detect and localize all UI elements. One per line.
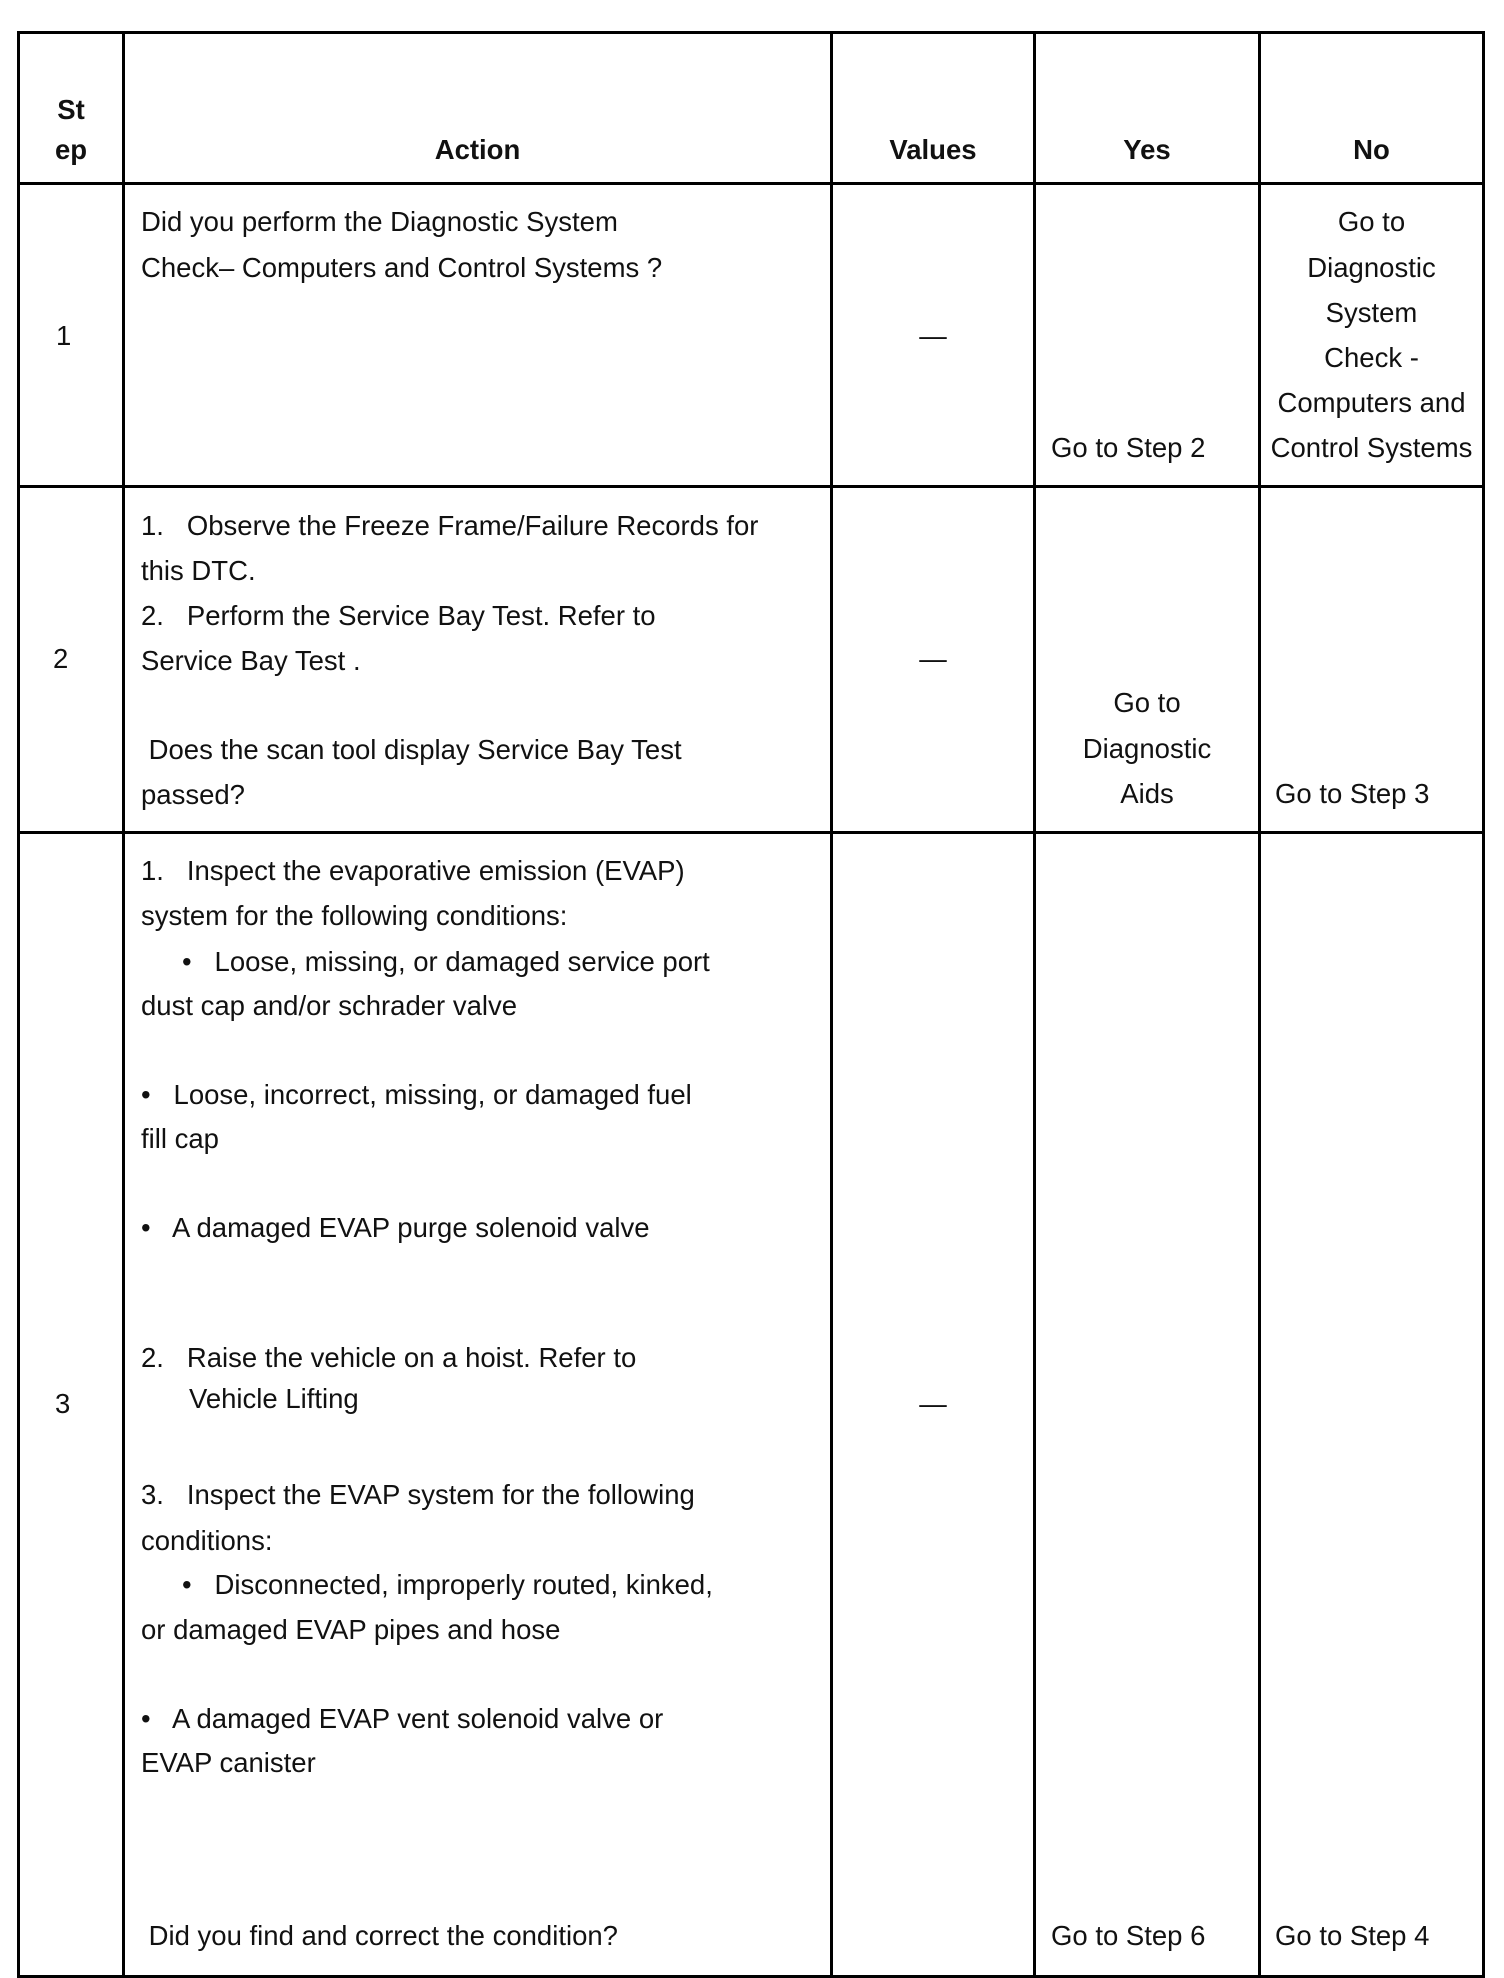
values-cell: —: [919, 320, 947, 351]
yes-line: Go to: [1113, 687, 1181, 718]
column-divider-step: [122, 31, 125, 1978]
action-line: 2. Perform the Service Bay Test. Refer to: [141, 600, 656, 631]
action-line: 1. Inspect the evaporative emission (EVAP): [141, 855, 685, 886]
action-line: 1. Observe the Freeze Frame/Failure Records for: [141, 510, 759, 541]
action-line: fill cap: [141, 1123, 219, 1154]
action-line: • Loose, incorrect, missing, or damaged fuel: [141, 1079, 692, 1110]
action-line: Did you find and correct the condition?: [141, 1920, 618, 1951]
no-line: Computers and: [1277, 387, 1466, 418]
step-number: 2: [53, 643, 69, 674]
action-line: EVAP canister: [141, 1747, 316, 1778]
action-line: passed?: [141, 779, 245, 810]
header-yes: Yes: [1123, 134, 1171, 165]
table-border-left: [17, 31, 20, 1978]
step-number: 1: [56, 320, 72, 351]
yes-line: Go to Step 2: [1051, 432, 1206, 463]
row-divider-header: [17, 182, 1485, 185]
action-line: Does the scan tool display Service Bay Test: [141, 734, 682, 765]
yes-line: Aids: [1120, 778, 1174, 809]
action-line: conditions:: [141, 1525, 273, 1556]
header-action: Action: [434, 134, 521, 165]
action-line: • Disconnected, improperly routed, kinked,: [182, 1569, 713, 1600]
action-line: Vehicle Lifting: [189, 1383, 359, 1414]
yes-line: Go to Step 6: [1051, 1920, 1206, 1951]
yes-line: Diagnostic: [1082, 733, 1212, 764]
action-line: 3. Inspect the EVAP system for the following: [141, 1479, 695, 1510]
no-line: Diagnostic: [1307, 252, 1436, 283]
no-line: Go to Step 4: [1275, 1920, 1430, 1951]
action-line: Check– Computers and Control Systems ?: [141, 252, 663, 283]
action-line: 2. Raise the vehicle on a hoist. Refer to: [141, 1342, 637, 1373]
action-line: Service Bay Test .: [141, 645, 361, 676]
no-line: Control Systems: [1270, 432, 1473, 463]
action-line: • A damaged EVAP vent solenoid valve or: [141, 1703, 664, 1734]
header-no: No: [1353, 134, 1390, 165]
no-line: Go to Step 3: [1275, 778, 1430, 809]
header-step-line1: St: [57, 94, 85, 125]
action-line: or damaged EVAP pipes and hose: [141, 1614, 561, 1645]
table-border-top: [17, 31, 1485, 34]
action-line: • Loose, missing, or damaged service port: [182, 946, 710, 977]
action-line: system for the following conditions:: [141, 900, 568, 931]
action-line: dust cap and/or schrader valve: [141, 990, 518, 1021]
column-divider-values: [1033, 31, 1036, 1978]
values-cell: —: [919, 643, 947, 674]
no-line: Go to: [1337, 206, 1406, 237]
row-divider-2: [17, 831, 1485, 834]
no-line: System: [1325, 297, 1418, 328]
action-line: • A damaged EVAP purge solenoid valve: [141, 1212, 650, 1243]
header-step-line2: ep: [54, 134, 88, 165]
step-number: 3: [55, 1388, 71, 1419]
action-line: Did you perform the Diagnostic System: [141, 206, 618, 237]
header-values: Values: [889, 134, 977, 165]
row-divider-1: [17, 485, 1485, 488]
no-line: Check -: [1324, 342, 1419, 373]
values-cell: —: [919, 1388, 947, 1419]
table-border-right: [1482, 31, 1485, 1978]
action-line: this DTC.: [141, 555, 256, 586]
